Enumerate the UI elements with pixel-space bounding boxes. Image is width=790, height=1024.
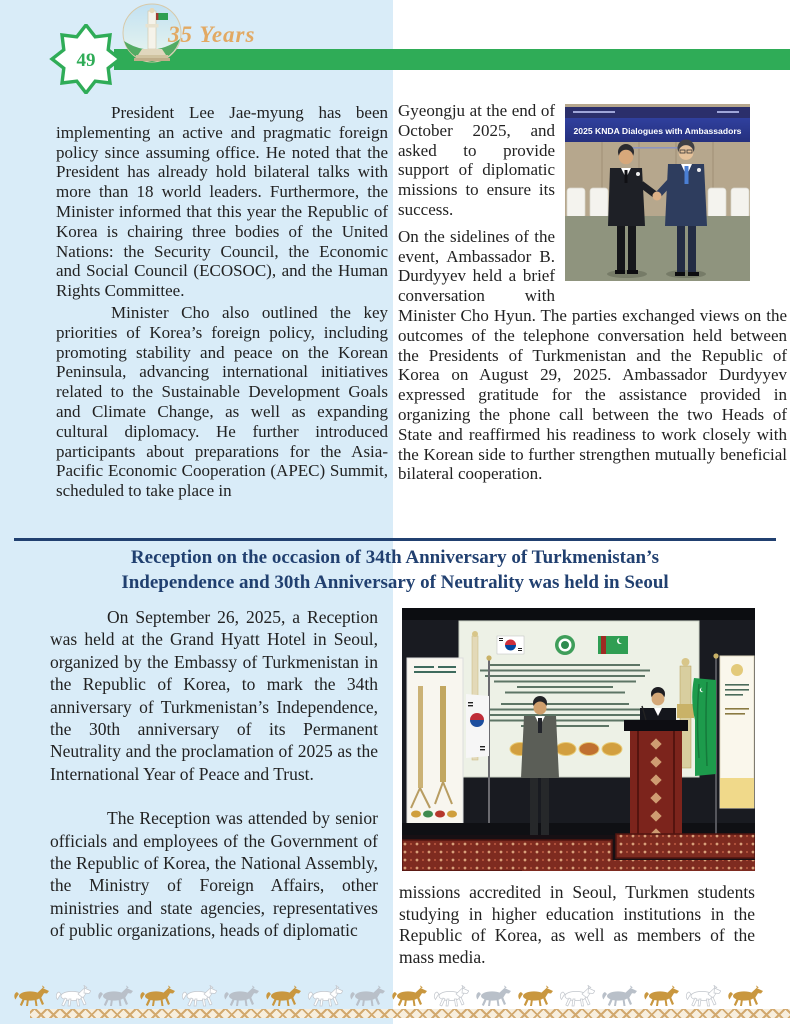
section1-left-column [56,103,388,501]
section-divider-rule [14,538,776,541]
section2-left-column [50,606,378,942]
header-green-bar [114,49,790,70]
section-heading [60,546,730,595]
heading-line2: Independence and 30th Anniversary of Neutrality was held in Seoul [121,571,669,593]
horse-icon [350,985,385,1006]
paragraph: On the sidelines of the event, Ambassador B. Durdyyev held a brief conversation with Minister Cho Hyun. The parties exchanged views on the outcomes of the telephone conversation held between the Presidents of Turkmenistan and the Republic of Korea on August 29, 2025. Ambassador Durdyyev expressed gratitude for the assistance provided in organizing the phone call between the two Heads of State and reaffirmed his readiness to work closely with the Korean side to further strengthen mutually beneficial bilateral cooperation. [398,226,787,484]
section2-right-column [399,882,755,968]
emblem-on-screen [555,635,575,655]
horse-icon [518,985,553,1006]
red-carpet-right [616,834,755,858]
horse-icon [644,985,679,1006]
horse-icon [182,985,217,1006]
heading-line1: Reception on the occasion of 34th Anniversary of Turkmenistan’s [130,547,660,568]
red-carpet-front [522,860,755,871]
paragraph: President Lee Jae-myung has been implementing an active and pragmatic foreign policy since assuming office. He noted that the President has already hold bilateral talks with more than 18 world leaders. Furthermore, the Minister informed that this year the Republic of Korea is chairing three bodies of the United Nations: the Security Council, the Economic and Social Council (ECOSOC), and the Human Rights Committee. [56,103,388,301]
paragraph: Gyeongju at the end of October 2025, and asked to provide support of diplomatic missions to ensure its success. [398,101,555,219]
monument-ring-icon [146,24,159,28]
photo-reception-seoul [402,608,755,871]
horse-icon [56,985,91,1006]
monument-column-icon [148,11,156,49]
paragraph: missions accredited in Seoul, Turkmen students studying in higher education institutions in the Republic of Korea, as well as members of the mass media. [399,882,755,967]
horse-icon [476,985,511,1006]
horse-icon [392,985,427,1006]
horse-icon [434,985,469,1006]
horse-icon [224,985,259,1006]
conference-floor [565,216,750,281]
stage-edge [402,823,755,835]
horse-icon [686,985,721,1006]
flag-stripe-icon [156,13,158,20]
horse-icon [14,985,49,1006]
korean-flag-on-screen [497,636,524,654]
section1-right-column [398,101,787,484]
left-rollup-banner [407,658,463,826]
paragraph: The Reception was attended by senior officials and employees of the Government of the Republic of Korea, the National Assembly, the Ministry of Foreign Affairs, other ministries and state agencies, representatives of public organizations, heads of diplomatic [50,808,378,941]
horse-frieze [13,985,777,1009]
monument-top-icon [149,8,154,13]
horse-icon [266,985,301,1006]
base-step-icon [136,55,168,58]
horse-icon [728,985,763,1006]
paragraph: Minister Cho also outlined the key priorities of Korea’s foreign policy, including promoting stability and peace on the Korean Peninsula, advancing international initiatives related to the Sustainable Development Goals and Climate Change, as well as expanding cultural diplomacy. He further introduced participants about preparations for the Asia-Pacific Economic Cooperation (APEC) Summit, scheduled to take place in [56,302,388,501]
horse-icon [560,985,595,1006]
photo-knda-dialogues [565,104,750,281]
right-rollup-banner [720,656,754,808]
knda-banner-text: 2025 KNDA Dialogues with Ambassadors [573,126,742,136]
monument-base-icon [138,49,166,55]
horse-icon [98,985,133,1006]
turkmen-flag-on-screen [598,636,628,654]
page-number-badge [49,24,123,94]
base-step-icon [134,58,170,61]
horse-icon [602,985,637,1006]
horse-icon [140,985,175,1006]
paragraph: On September 26, 2025, a Reception was held at the Grand Hyatt Hotel in Seoul, organized by the Embassy of Turkmenistan in the Republic of Korea, to mark the 34th anniversary of Turkmenistan’s Independence, the 30th anniversary of its Permanent Neutrality and the proclamation of 2025 as the International Year of Peace and Trust. [50,607,378,784]
handshake [653,192,662,201]
anniversary-35-years-label: 35 Years [168,22,256,47]
page-number: 49 [76,50,96,71]
horse-icon [308,985,343,1006]
ornament-strip [30,1009,790,1018]
